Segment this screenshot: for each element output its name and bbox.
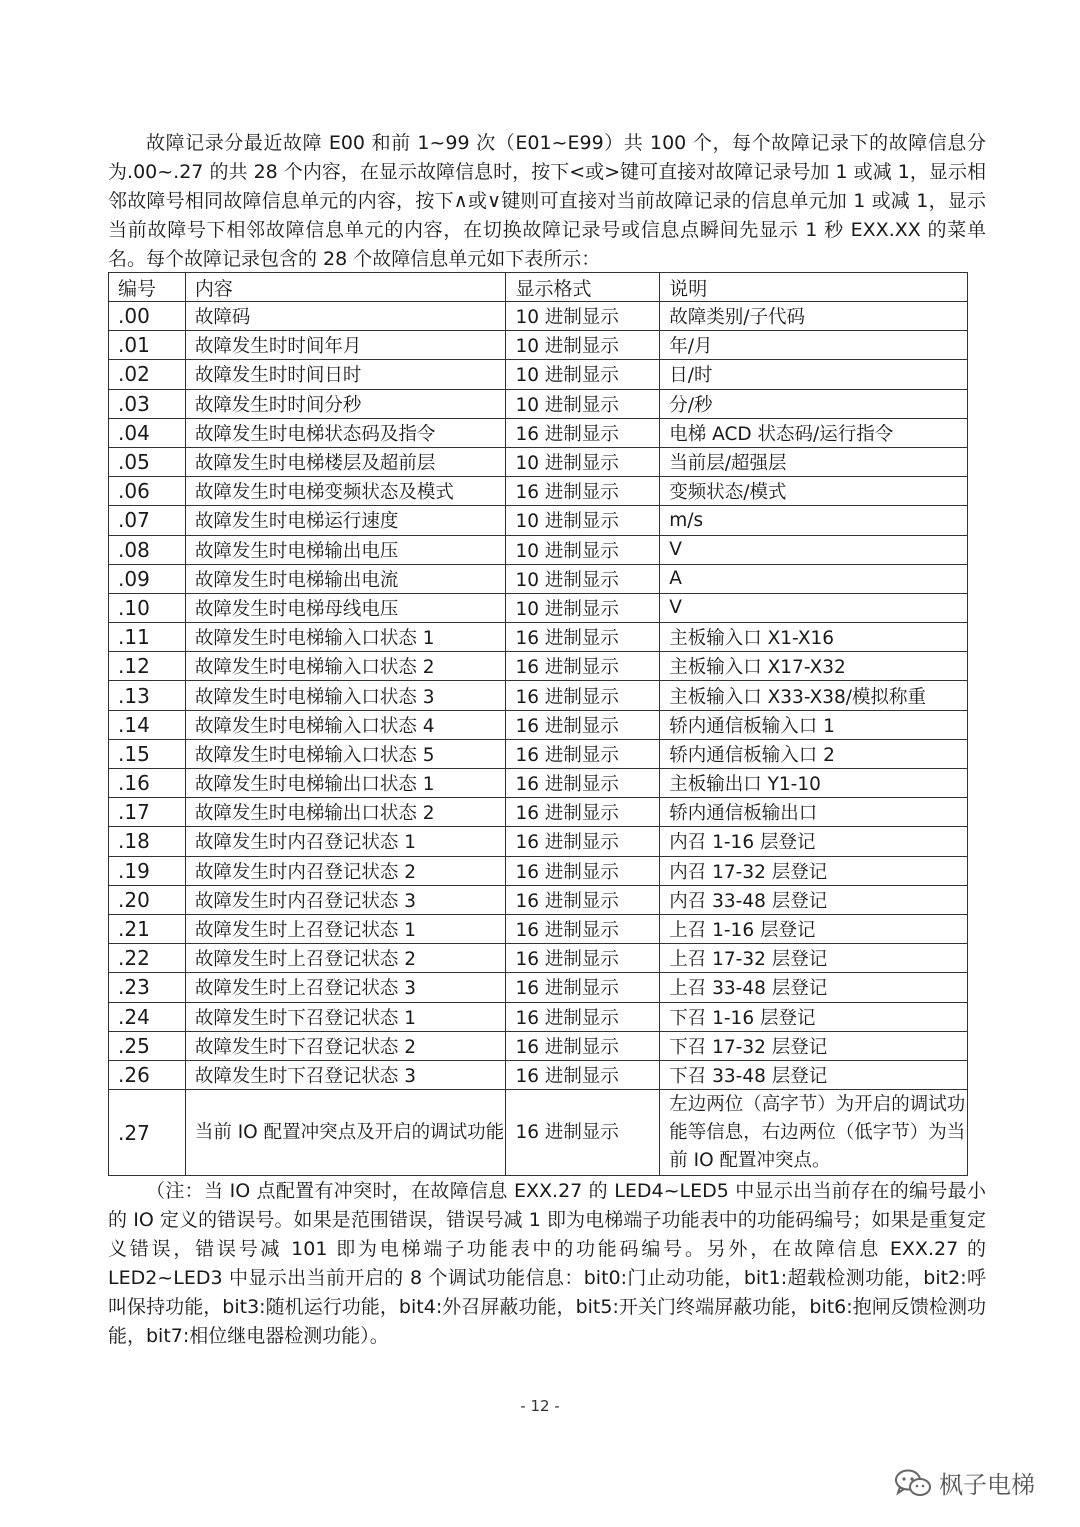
cell-content: 故障发生时时间日时 — [185, 360, 506, 389]
cell-description: m/s — [660, 506, 968, 535]
cell-code: .12 — [109, 652, 186, 681]
cell-code: .22 — [109, 944, 186, 973]
cell-format: 16 进制显示 — [506, 885, 660, 914]
cell-content: 当前 IO 配置冲突点及开启的调试功能 — [185, 1090, 506, 1176]
cell-code: .09 — [109, 564, 186, 593]
table-row — [109, 302, 968, 331]
table-row — [109, 1002, 968, 1031]
header-content: 内容 — [185, 273, 506, 302]
cell-code: .25 — [109, 1031, 186, 1060]
wechat-icon — [893, 1468, 933, 1498]
header-format: 显示格式 — [506, 273, 660, 302]
cell-description: 左边两位（高字节）为开启的调试功能等信息，右边两位（低字节）为当前 IO 配置冲突点。 — [660, 1090, 968, 1176]
cell-description: 轿内通信板输入口 2 — [660, 739, 968, 768]
cell-format: 10 进制显示 — [506, 360, 660, 389]
cell-format: 16 进制显示 — [506, 418, 660, 447]
cell-code: .18 — [109, 827, 186, 856]
cell-format: 10 进制显示 — [506, 302, 660, 331]
table-row — [109, 827, 968, 856]
table-row — [109, 360, 968, 389]
cell-format: 16 进制显示 — [506, 1002, 660, 1031]
intro-paragraph: 故障记录分最近故障 E00 和前 1~99 次（E01~E99）共 100 个，每个故障记录下的故障信息分为.00~.27 的共 28 个内容，在显示故障信息时，按下<或>键可直接对故障记录号加 1 或减 1，显示相邻故障号相同故障信息单元的内容，按下∧或∨键则可直接对当前故障记录的信息单元加 1 或减 1，显示当前故障号下相邻故障信息单元的内容，在切换故障记录号或信息点瞬间先显示 1 秒 EXX.XX 的菜单名。每个故障记录包含的 28 个故障信息单元如下表所示： — [108, 132, 986, 270]
cell-code: .23 — [109, 973, 186, 1002]
cell-description: 下召 17-32 层登记 — [660, 1031, 968, 1060]
cell-content: 故障发生时电梯输出口状态 1 — [185, 769, 506, 798]
cell-code: .24 — [109, 1002, 186, 1031]
table-row — [109, 506, 968, 535]
cell-description: 当前层/超强层 — [660, 447, 968, 476]
cell-format: 16 进制显示 — [506, 739, 660, 768]
cell-description: 内召 1-16 层登记 — [660, 827, 968, 856]
cell-description: 主板输入口 X33-X38/模拟称重 — [660, 681, 968, 710]
cell-description: V — [660, 593, 968, 622]
table-row — [109, 652, 968, 681]
cell-code: .21 — [109, 914, 186, 943]
cell-description: A — [660, 564, 968, 593]
cell-description: 主板输入口 X17-X32 — [660, 652, 968, 681]
cell-code: .11 — [109, 623, 186, 652]
cell-content: 故障发生时电梯输出电流 — [185, 564, 506, 593]
cell-code: .20 — [109, 885, 186, 914]
cell-code: .01 — [109, 331, 186, 360]
cell-content: 故障发生时下召登记状态 2 — [185, 1031, 506, 1060]
fault-info-table — [108, 272, 968, 1176]
cell-content: 故障发生时电梯输入口状态 2 — [185, 652, 506, 681]
cell-format: 16 进制显示 — [506, 710, 660, 739]
cell-format: 10 进制显示 — [506, 506, 660, 535]
table-row — [109, 914, 968, 943]
cell-code: .03 — [109, 389, 186, 418]
cell-description: V — [660, 535, 968, 564]
cell-content: 故障发生时下召登记状态 3 — [185, 1060, 506, 1089]
cell-format: 16 进制显示 — [506, 652, 660, 681]
table-row — [109, 885, 968, 914]
cell-description: 下召 33-48 层登记 — [660, 1060, 968, 1089]
cell-code: .00 — [109, 302, 186, 331]
cell-code: .27 — [109, 1090, 186, 1176]
cell-description: 电梯 ACD 状态码/运行指令 — [660, 418, 968, 447]
cell-content: 故障发生时电梯运行速度 — [185, 506, 506, 535]
cell-format: 10 进制显示 — [506, 593, 660, 622]
cell-format: 16 进制显示 — [506, 1090, 660, 1176]
cell-content: 故障发生时电梯母线电压 — [185, 593, 506, 622]
cell-content: 故障发生时内召登记状态 1 — [185, 827, 506, 856]
table-row — [109, 389, 968, 418]
cell-content: 故障发生时上召登记状态 2 — [185, 944, 506, 973]
watermark — [893, 1465, 1035, 1500]
cell-code: .07 — [109, 506, 186, 535]
cell-code: .05 — [109, 447, 186, 476]
cell-description: 上召 1-16 层登记 — [660, 914, 968, 943]
cell-description: 轿内通信板输入口 1 — [660, 710, 968, 739]
cell-content: 故障发生时电梯输入口状态 1 — [185, 623, 506, 652]
note-paragraph: （注：当 IO 点配置有冲突时，在故障信息 EXX.27 的 LED4~LED5 中显示出当前存在的编号最小的 IO 定义的错误号。如果是范围错误，错误号减 1 即为电梯端子功能表中的功能码编号；如果是重复定义错误，错误号减 101 即为电梯端子功能表中的功能码编号。另外，在故障信息 EXX.27 的 LED2~LED3 中显示出当前开启的 8 个调试功能信息：bit0:门止动功能，bit1:超载检测功能，bit2:呼叫保持功能，bit3:随机运行功能，bit4:外召屏蔽功能，bit5:开关门终端屏蔽功能，bit6:抱闸反馈检测功能，bit7:相位继电器检测功能）。 — [108, 1180, 986, 1347]
cell-content: 故障发生时电梯输出电压 — [185, 535, 506, 564]
cell-format: 10 进制显示 — [506, 447, 660, 476]
cell-description: 上召 17-32 层登记 — [660, 944, 968, 973]
header-code: 编号 — [109, 273, 186, 302]
page-number: - 12 - — [520, 1397, 560, 1415]
cell-content: 故障发生时电梯输入口状态 3 — [185, 681, 506, 710]
cell-content: 故障发生时电梯输出口状态 2 — [185, 798, 506, 827]
cell-description: 年/月 — [660, 331, 968, 360]
cell-content: 故障发生时电梯输入口状态 5 — [185, 739, 506, 768]
cell-code: .14 — [109, 710, 186, 739]
table-row — [109, 447, 968, 476]
cell-format: 16 进制显示 — [506, 944, 660, 973]
cell-content: 故障发生时电梯输入口状态 4 — [185, 710, 506, 739]
cell-description: 主板输出口 Y1-10 — [660, 769, 968, 798]
header-description: 说明 — [660, 273, 968, 302]
cell-format: 16 进制显示 — [506, 798, 660, 827]
cell-content: 故障发生时内召登记状态 2 — [185, 856, 506, 885]
cell-format: 10 进制显示 — [506, 331, 660, 360]
cell-description: 上召 33-48 层登记 — [660, 973, 968, 1002]
cell-format: 10 进制显示 — [506, 564, 660, 593]
cell-description: 轿内通信板输出口 — [660, 798, 968, 827]
cell-content: 故障发生时下召登记状态 1 — [185, 1002, 506, 1031]
cell-code: .08 — [109, 535, 186, 564]
cell-code: .16 — [109, 769, 186, 798]
cell-content: 故障发生时内召登记状态 3 — [185, 885, 506, 914]
cell-code: .06 — [109, 477, 186, 506]
cell-code: .19 — [109, 856, 186, 885]
cell-format: 16 进制显示 — [506, 477, 660, 506]
cell-format: 16 进制显示 — [506, 856, 660, 885]
cell-format: 16 进制显示 — [506, 827, 660, 856]
table-row — [109, 856, 968, 885]
table-row — [109, 418, 968, 447]
table-row — [109, 331, 968, 360]
cell-content: 故障发生时时间分秒 — [185, 389, 506, 418]
cell-description: 分/秒 — [660, 389, 968, 418]
cell-code: .15 — [109, 739, 186, 768]
table-row — [109, 1090, 968, 1176]
cell-description: 日/时 — [660, 360, 968, 389]
table-row — [109, 1031, 968, 1060]
cell-format: 16 进制显示 — [506, 973, 660, 1002]
table-header-row — [109, 273, 968, 302]
table-row — [109, 973, 968, 1002]
cell-description: 内召 33-48 层登记 — [660, 885, 968, 914]
cell-content: 故障码 — [185, 302, 506, 331]
table-row — [109, 564, 968, 593]
cell-content: 故障发生时电梯楼层及超前层 — [185, 447, 506, 476]
table-row — [109, 1060, 968, 1089]
table-row — [109, 477, 968, 506]
cell-code: .04 — [109, 418, 186, 447]
table-row — [109, 739, 968, 768]
table-row — [109, 681, 968, 710]
cell-format: 10 进制显示 — [506, 535, 660, 564]
table-row — [109, 944, 968, 973]
cell-code: .26 — [109, 1060, 186, 1089]
cell-content: 故障发生时时间年月 — [185, 331, 506, 360]
cell-content: 故障发生时上召登记状态 1 — [185, 914, 506, 943]
cell-format: 10 进制显示 — [506, 389, 660, 418]
cell-format: 16 进制显示 — [506, 769, 660, 798]
cell-description: 变频状态/模式 — [660, 477, 968, 506]
cell-description: 内召 17-32 层登记 — [660, 856, 968, 885]
cell-format: 16 进制显示 — [506, 681, 660, 710]
table-row — [109, 798, 968, 827]
cell-format: 16 进制显示 — [506, 1031, 660, 1060]
cell-format: 16 进制显示 — [506, 623, 660, 652]
cell-format: 16 进制显示 — [506, 914, 660, 943]
watermark-text: 枫子电梯 — [939, 1471, 1035, 1499]
cell-description: 下召 1-16 层登记 — [660, 1002, 968, 1031]
table-row — [109, 623, 968, 652]
table-row — [109, 769, 968, 798]
cell-content: 故障发生时电梯变频状态及模式 — [185, 477, 506, 506]
cell-code: .13 — [109, 681, 186, 710]
cell-format: 16 进制显示 — [506, 1060, 660, 1089]
cell-code: .10 — [109, 593, 186, 622]
cell-content: 故障发生时上召登记状态 3 — [185, 973, 506, 1002]
cell-description: 故障类别/子代码 — [660, 302, 968, 331]
cell-code: .02 — [109, 360, 186, 389]
table-row — [109, 535, 968, 564]
cell-code: .17 — [109, 798, 186, 827]
cell-description: 主板输入口 X1-X16 — [660, 623, 968, 652]
table-row — [109, 593, 968, 622]
cell-content: 故障发生时电梯状态码及指令 — [185, 418, 506, 447]
table-row — [109, 710, 968, 739]
